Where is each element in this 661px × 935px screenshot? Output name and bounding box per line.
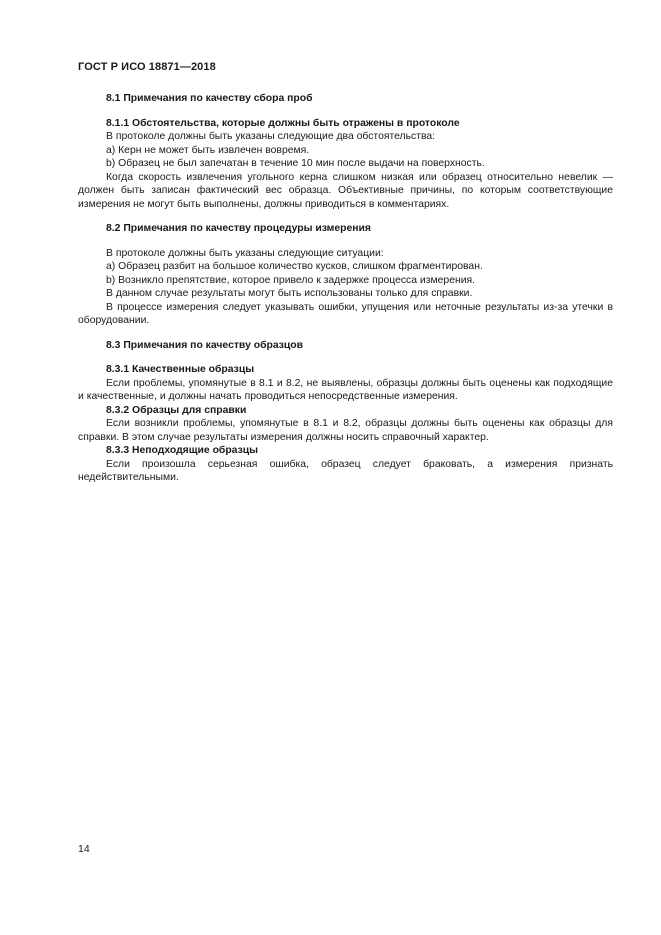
- section-8-3-2-text: Если возникли проблемы, упомянутые в 8.1 и 8.2, образцы должны быть оценены как образцы для справки. В этом случае результаты измерения должны носить справочный характер.: [78, 418, 613, 443]
- section-8-2-intro: В протоколе должны быть указаны следующие ситуации:: [106, 247, 384, 259]
- section-8-3-title: 8.3 Примечания по качеству образцов: [106, 339, 304, 351]
- section-8-2-note1: В данном случае результаты могут быть использованы только для справки.: [106, 288, 473, 299]
- section-8-2-item-b: b) Возникло препятствие, которое привело к задержке процесса измерения.: [106, 274, 476, 286]
- section-8-2-note2: В процессе измерения следует указывать ошибки, упущения или неточные результаты из-за утечки в оборудовании.: [78, 301, 613, 326]
- section-8-1-1-note: Когда скорость извлечения угольного керна слишком низкая или образец относительно невелик — должен быть записан фактический вес образца. Объективные причины, по которым соответствующие измерения не могут быть выполнены, должны приводиться в комментариях.: [78, 171, 613, 210]
- section-8-1-1-title: 8.1.1 Обстоятельства, которые должны быть отражены в протоколе: [106, 117, 460, 129]
- section-8-3-1-text: Если проблемы, упомянутые в 8.1 и 8.2, не выявлены, образцы должны быть оценены как подходящие и качественные, и должны начать проводиться непосредственные измерения.: [78, 377, 613, 402]
- document-body: [78, 92, 613, 485]
- section-8-3-2-title: 8.3.2 Образцы для справки: [106, 404, 247, 416]
- section-8-2-item-a: a) Образец разбит на большое количество кусков, слишком фрагментирован.: [106, 261, 483, 272]
- section-8-3-3-text: Если произошла серьезная ошибка, образец следует браковать, а измерения признать недействительными.: [78, 458, 613, 483]
- section-8-1-title: 8.1 Примечания по качеству сбора проб: [106, 93, 313, 104]
- section-8-1-1-intro: В протоколе должны быть указаны следующие два обстоятельства:: [106, 131, 436, 142]
- standard-header: ГОСТ Р ИСО 18871—2018: [78, 61, 216, 73]
- section-8-1-1-item-b: b) Образец не был запечатан в течение 10 мин после выдачи на поверхность.: [106, 158, 485, 169]
- page-number: 14: [78, 843, 90, 855]
- section-8-3-1-title: 8.3.1 Качественные образцы: [106, 364, 255, 375]
- section-8-1-1-item-a: a) Керн не может быть извлечен вовремя.: [106, 144, 310, 156]
- section-8-2-title: 8.2 Примечания по качеству процедуры измерения: [106, 223, 371, 234]
- section-8-3-3-title: 8.3.3 Неподходящие образцы: [106, 445, 259, 456]
